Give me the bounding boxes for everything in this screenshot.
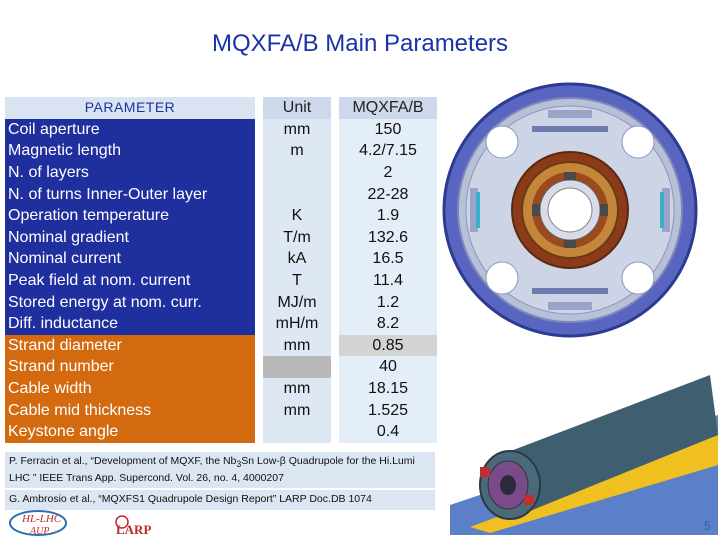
value-cell: 11.4 xyxy=(339,270,437,292)
header-unit: Unit xyxy=(263,97,331,119)
magnet-cross-section-image xyxy=(440,82,712,352)
value-cell: 22-28 xyxy=(339,183,437,205)
logo-larp-text: LARP xyxy=(116,522,152,537)
unit-cell: mm xyxy=(263,335,331,357)
unit-cell: mm xyxy=(263,378,331,400)
value-cell: 18.15 xyxy=(339,378,437,400)
param-cell: Nominal gradient xyxy=(5,227,255,249)
param-cell: Strand number xyxy=(5,356,255,378)
unit-cell: m xyxy=(263,140,331,162)
unit-cell xyxy=(263,421,331,443)
unit-cell: T/m xyxy=(263,227,331,249)
value-cell: 40 xyxy=(339,356,437,378)
value-cell: 1.2 xyxy=(339,291,437,313)
unit-cell: kA xyxy=(263,248,331,270)
value-cell: 1.525 xyxy=(339,399,437,421)
param-cell: Diff. inductance xyxy=(5,313,255,335)
param-cell: Coil aperture xyxy=(5,119,255,141)
reference-ferracin xyxy=(5,452,435,488)
table-row xyxy=(5,421,437,443)
param-cell: Strand diameter xyxy=(5,335,255,357)
reference-ambrosio: G. Ambrosio et al., “MQXFS1 Quadrupole Design Report” LARP Doc.DB 1074 xyxy=(5,490,435,510)
logo-hilumi-text: HL-LHC xyxy=(22,513,62,525)
header-value: MQXFA/B xyxy=(339,97,437,119)
parameters-table xyxy=(5,97,437,443)
table-row xyxy=(5,378,437,400)
reference-text: P. Ferracin et al., “Development of MQXF, the Nb xyxy=(9,455,237,467)
param-cell: Peak field at nom. current xyxy=(5,270,255,292)
table-row xyxy=(5,205,437,227)
magnet-cylinder-image xyxy=(450,355,718,535)
value-cell: 150 xyxy=(339,119,437,141)
param-cell: Keystone angle xyxy=(5,421,255,443)
table-header-row xyxy=(5,97,437,119)
table-row xyxy=(5,227,437,249)
page-title: MQXFA/B Main Parameters xyxy=(211,30,509,57)
unit-cell xyxy=(263,183,331,205)
unit-cell: mH/m xyxy=(263,313,331,335)
unit-cell xyxy=(263,162,331,184)
param-cell: N. of layers xyxy=(5,162,255,184)
unit-cell: mm xyxy=(263,119,331,141)
param-cell: Stored energy at nom. curr. xyxy=(5,291,255,313)
param-cell: Cable mid thickness xyxy=(5,399,255,421)
logo-aup-text: AUP xyxy=(30,526,50,537)
larp-logo xyxy=(112,512,172,538)
table-row xyxy=(5,119,437,141)
param-cell: N. of turns Inner-Outer layer xyxy=(5,183,255,205)
table-row xyxy=(5,313,437,335)
value-cell: 16.5 xyxy=(339,248,437,270)
table-row xyxy=(5,335,437,357)
header-parameter: PARAMETER xyxy=(5,97,255,119)
table-row xyxy=(5,248,437,270)
page-number: 5 xyxy=(704,519,711,533)
table-row xyxy=(5,183,437,205)
param-cell: Operation temperature xyxy=(5,205,255,227)
value-cell: 2 xyxy=(339,162,437,184)
reference-subscript: 3 xyxy=(236,459,242,470)
hl-lhc-aup-logo xyxy=(8,508,103,538)
unit-cell xyxy=(263,356,331,378)
reference-text: Sn Low-β Quadrupole for the Hi.Lumi LHC ” IEEE Trans App. Supercond. Vol. 26, no. 4, 4000207 xyxy=(9,455,415,485)
unit-cell: T xyxy=(263,270,331,292)
value-cell: 0.85 xyxy=(339,335,437,357)
param-cell: Cable width xyxy=(5,378,255,400)
param-cell: Magnetic length xyxy=(5,140,255,162)
param-cell: Nominal current xyxy=(5,248,255,270)
value-cell: 8.2 xyxy=(339,313,437,335)
unit-cell: MJ/m xyxy=(263,291,331,313)
table-row xyxy=(5,162,437,184)
unit-cell: mm xyxy=(263,399,331,421)
value-cell: 1.9 xyxy=(339,205,437,227)
value-cell: 132.6 xyxy=(339,227,437,249)
table-row xyxy=(5,291,437,313)
unit-cell: K xyxy=(263,205,331,227)
table-row xyxy=(5,140,437,162)
value-cell: 0.4 xyxy=(339,421,437,443)
table-row xyxy=(5,356,437,378)
table-row xyxy=(5,270,437,292)
table-row xyxy=(5,399,437,421)
value-cell: 4.2/7.15 xyxy=(339,140,437,162)
